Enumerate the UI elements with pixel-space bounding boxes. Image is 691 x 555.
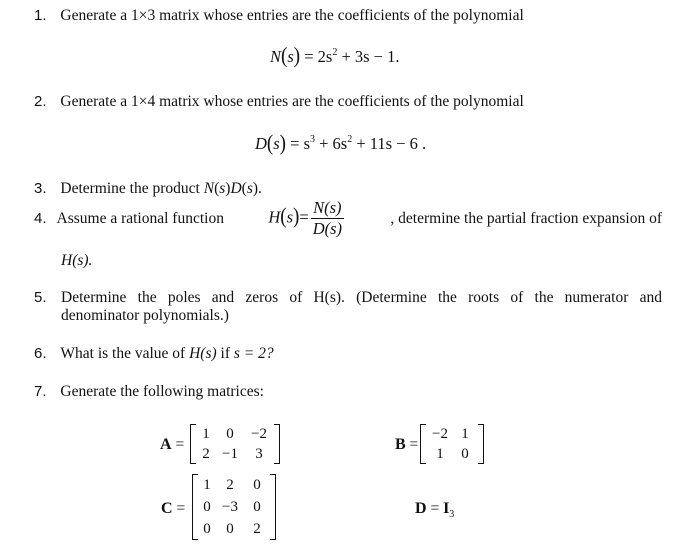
- item-3: 3. Determine the product N(s)D(s).: [34, 180, 262, 197]
- matrix-c-label: C =: [161, 500, 186, 517]
- matrix-a-label: A =: [160, 436, 185, 453]
- equation-n: $N(s) = 2s^2 + 3s - 1$.: [270, 44, 400, 69]
- matrix-d: $D = I_3$: [415, 500, 455, 521]
- item-1: 1. Generate a 1×3 matrix whose entries are the coefficients of the polynomial: [34, 7, 524, 24]
- item-number: 1.: [34, 7, 47, 24]
- item-2: 2. Generate a 1×4 matrix whose entries are the coefficients of the polynomial: [34, 93, 524, 110]
- item-7: 7. Generate the following matrices:: [34, 383, 264, 400]
- item-number: 6.: [34, 345, 47, 362]
- matrix-dims: 1×4: [130, 93, 156, 110]
- matrix-b: −2 1 1 0: [420, 424, 484, 464]
- equation-h: H(s)= $\frac{N(s)}{D(s)}$: [268, 198, 343, 238]
- matrix-c: 1 2 0 0 −3 0 0 0 2: [192, 474, 276, 540]
- item-4: 4. Assume a rational function H(s)= $\frac{N(s)}{D(s)}$ , determine the partial fraction expansion of: [34, 198, 662, 238]
- item-number: 4.: [34, 210, 47, 227]
- item-4-continuation: H(s).: [61, 252, 93, 269]
- matrix-a: 1 0 −2 2 −1 3: [190, 424, 280, 464]
- item-5: 5. Determine the poles and zeros of H(s). (Determine the roots of the numerator and denominator polynomials.): [34, 289, 662, 324]
- item-number: 3.: [34, 180, 47, 197]
- item-number: 7.: [34, 383, 47, 400]
- item-number: 5.: [34, 289, 47, 306]
- item-6: 6. What is the value of H(s) if s = 2?: [34, 345, 274, 362]
- matrix-dims: 1×3: [130, 7, 156, 24]
- equation-d: $D(s) = s^3 + 6s^2 + 11s - 6$ .: [255, 131, 427, 156]
- matrix-b-label: B =: [395, 436, 419, 453]
- item-number: 2.: [34, 93, 47, 110]
